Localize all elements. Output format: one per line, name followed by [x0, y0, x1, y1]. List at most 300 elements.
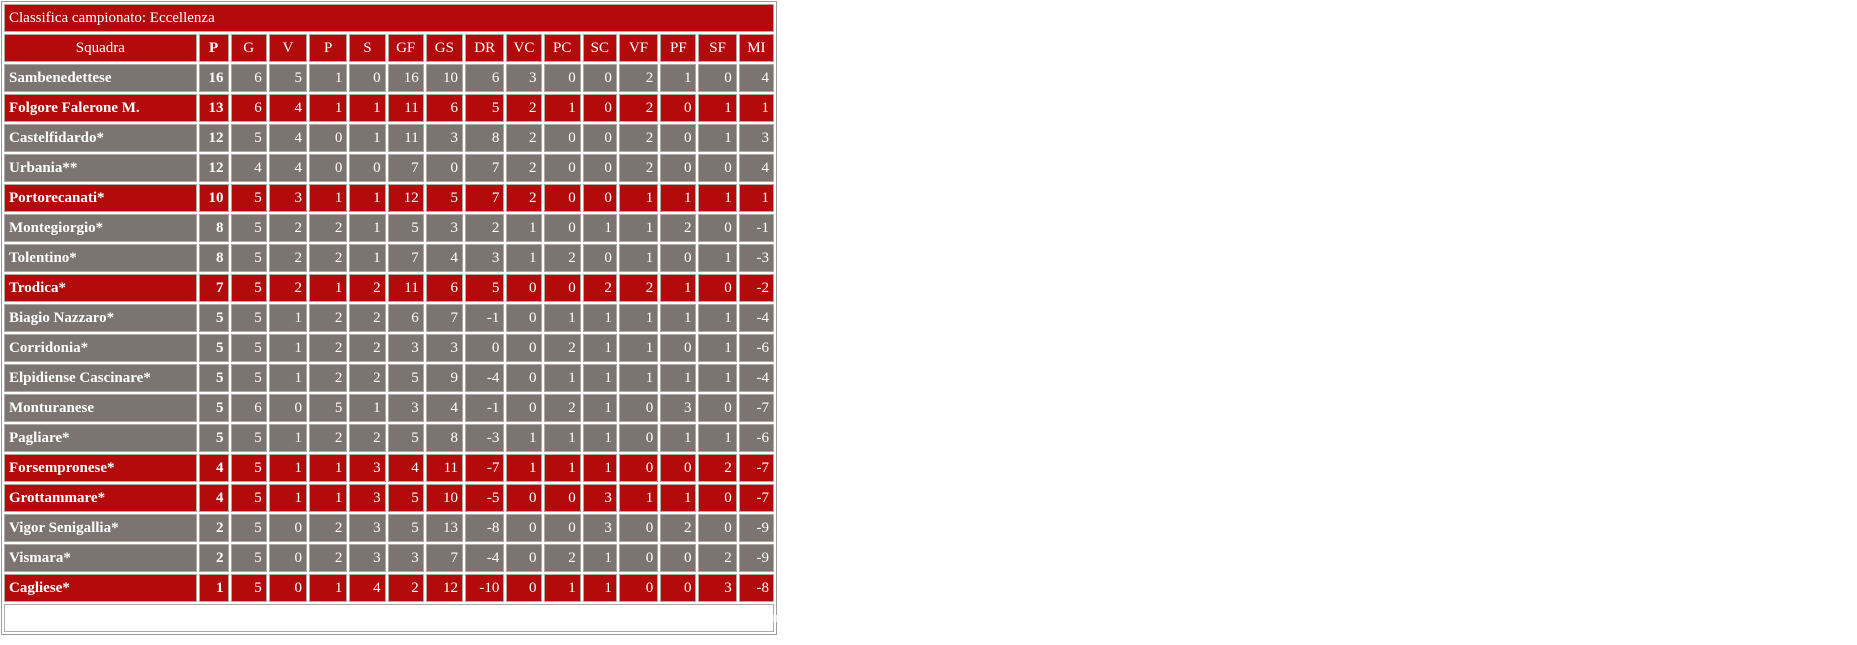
stat-cell: 2 — [619, 64, 658, 92]
stat-cell: 0 — [426, 154, 463, 182]
stat-cell: -10 — [465, 574, 504, 602]
stat-cell: 1 — [349, 124, 385, 152]
team-name: Castelfidardo* — [4, 124, 197, 152]
stat-cell: 0 — [698, 64, 736, 92]
stat-cell: 4 — [269, 124, 307, 152]
stat-cell: 1 — [544, 454, 581, 482]
stat-cell: 3 — [506, 64, 541, 92]
stat-cell: 8 — [426, 424, 463, 452]
table-row — [4, 514, 774, 542]
stat-cell: 0 — [544, 274, 581, 302]
table-row — [4, 394, 774, 422]
stat-cell: 1 — [698, 184, 736, 212]
stat-cell: 5 — [199, 424, 229, 452]
stat-cell: 4 — [199, 454, 229, 482]
stat-cell: 3 — [465, 244, 504, 272]
stat-cell: 0 — [660, 544, 696, 572]
stat-cell: 2 — [544, 334, 581, 362]
stat-cell: 8 — [465, 124, 504, 152]
legend-text: -Punti; G-Partite giocate; V-Vittorie; P-Pareggi; S-Sconfitte; GF-Goal fatti; GS-Goal subiti; DR-Differenza reti; VC-Vittorie in casa; PC-Pareggi in casa; SC-Sconfitte in casa; VF-Vittorie fuori casa; PF-Pareggi fuori casa: SF-Sconfitte fuori casa; MI-Media inglese. *- Una partita in meno per ogni asterisco. — [18, 610, 1857, 626]
stat-cell: 7 — [465, 184, 504, 212]
team-name: Trodica* — [4, 274, 197, 302]
stat-cell: 3 — [426, 124, 463, 152]
table-row — [4, 424, 774, 452]
stat-cell: 1 — [583, 574, 617, 602]
stat-cell: 6 — [388, 304, 424, 332]
stat-cell: 1 — [583, 454, 617, 482]
stat-cell: -7 — [739, 454, 774, 482]
team-name: Sambenedettese — [4, 64, 197, 92]
stat-cell: 2 — [698, 544, 736, 572]
stat-cell: 0 — [583, 184, 617, 212]
column-header: GF — [388, 34, 424, 62]
stat-cell: 0 — [698, 274, 736, 302]
stat-cell: 0 — [660, 454, 696, 482]
stat-cell: -1 — [465, 394, 504, 422]
stat-cell: 1 — [309, 94, 347, 122]
stat-cell: 12 — [388, 184, 424, 212]
stat-cell: 1 — [583, 424, 617, 452]
stat-cell: 1 — [349, 94, 385, 122]
stat-cell: 4 — [269, 154, 307, 182]
stat-cell: 1 — [619, 214, 658, 242]
column-header: G — [231, 34, 267, 62]
stat-cell: 2 — [349, 304, 385, 332]
stat-cell: 1 — [619, 184, 658, 212]
stat-cell: 5 — [231, 424, 267, 452]
stat-cell: 0 — [309, 154, 347, 182]
stat-cell: 2 — [309, 544, 347, 572]
stat-cell: 0 — [698, 154, 736, 182]
table-row — [4, 544, 774, 572]
stat-cell: -3 — [465, 424, 504, 452]
stat-cell: 0 — [698, 514, 736, 542]
stat-cell: 2 — [465, 214, 504, 242]
stat-cell: -6 — [739, 334, 774, 362]
stat-cell: 10 — [426, 64, 463, 92]
stat-cell: 1 — [660, 424, 696, 452]
stat-cell: -9 — [739, 544, 774, 572]
legend-row — [4, 604, 774, 632]
stat-cell: 0 — [506, 364, 541, 392]
stat-cell: 5 — [231, 124, 267, 152]
stat-cell: 10 — [199, 184, 229, 212]
stat-cell: 9 — [426, 364, 463, 392]
stat-cell: 2 — [619, 154, 658, 182]
stat-cell: 1 — [309, 484, 347, 512]
stat-cell: 1 — [349, 184, 385, 212]
column-header: S — [349, 34, 385, 62]
stat-cell: 5 — [199, 304, 229, 332]
stat-cell: 3 — [349, 514, 385, 542]
stat-cell: 2 — [349, 364, 385, 392]
stat-cell: 3 — [583, 514, 617, 542]
stat-cell: 1 — [309, 64, 347, 92]
stat-cell: 5 — [465, 94, 504, 122]
stat-cell: 0 — [619, 394, 658, 422]
legend — [4, 604, 1857, 632]
stat-cell: 5 — [231, 484, 267, 512]
stat-cell: -1 — [465, 304, 504, 332]
stat-cell: 3 — [426, 334, 463, 362]
stat-cell: 5 — [231, 244, 267, 272]
stat-cell: 0 — [309, 124, 347, 152]
column-header: PC — [544, 34, 581, 62]
stat-cell: 5 — [231, 214, 267, 242]
stat-cell: 1 — [583, 544, 617, 572]
table-row — [4, 484, 774, 512]
team-name: Portorecanati* — [4, 184, 197, 212]
column-header: VF — [619, 34, 658, 62]
stat-cell: 16 — [388, 64, 424, 92]
stat-cell: 1 — [269, 334, 307, 362]
team-name: Elpidiense Cascinare* — [4, 364, 197, 392]
stat-cell: 6 — [426, 274, 463, 302]
stat-cell: 3 — [739, 124, 774, 152]
stat-cell: 0 — [660, 574, 696, 602]
stat-cell: 4 — [388, 454, 424, 482]
stat-cell: 1 — [660, 64, 696, 92]
stat-cell: 5 — [199, 394, 229, 422]
stat-cell: 0 — [544, 64, 581, 92]
stat-cell: 0 — [698, 214, 736, 242]
stat-cell: -1 — [739, 214, 774, 242]
stat-cell: 5 — [426, 184, 463, 212]
stat-cell: 1 — [583, 214, 617, 242]
stat-cell: 12 — [199, 124, 229, 152]
table-row — [4, 454, 774, 482]
stat-cell: 1 — [583, 304, 617, 332]
stat-cell: 5 — [231, 334, 267, 362]
stat-cell: 7 — [426, 544, 463, 572]
stat-cell: 11 — [426, 454, 463, 482]
stat-cell: 8 — [199, 244, 229, 272]
stat-cell: 13 — [199, 94, 229, 122]
stat-cell: 3 — [426, 214, 463, 242]
stat-cell: 3 — [349, 484, 385, 512]
stat-cell: 1 — [544, 94, 581, 122]
team-name: Cagliese* — [4, 574, 197, 602]
stat-cell: 2 — [506, 184, 541, 212]
stat-cell: 1 — [619, 334, 658, 362]
stat-cell: 6 — [465, 64, 504, 92]
stat-cell: 12 — [199, 154, 229, 182]
stat-cell: 2 — [309, 244, 347, 272]
stat-cell: 1 — [506, 454, 541, 482]
stat-cell: 2 — [619, 94, 658, 122]
stat-cell: 0 — [660, 94, 696, 122]
stat-cell: 1 — [269, 454, 307, 482]
stat-cell: 0 — [583, 154, 617, 182]
stat-cell: 2 — [660, 214, 696, 242]
table-row — [4, 154, 774, 182]
stat-cell: 1 — [698, 334, 736, 362]
stat-cell: 0 — [269, 574, 307, 602]
stat-cell: 0 — [269, 394, 307, 422]
stat-cell: 5 — [309, 394, 347, 422]
stat-cell: 0 — [583, 64, 617, 92]
stat-cell: 1 — [309, 184, 347, 212]
stat-cell: 1 — [544, 364, 581, 392]
stat-cell: 1 — [583, 364, 617, 392]
stat-cell: 11 — [388, 94, 424, 122]
team-name: Corridonia* — [4, 334, 197, 362]
stat-cell: 2 — [544, 394, 581, 422]
team-name: Vismara* — [4, 544, 197, 572]
team-name: Tolentino* — [4, 244, 197, 272]
stat-cell: 2 — [309, 304, 347, 332]
stat-cell: 5 — [465, 274, 504, 302]
stat-cell: 0 — [506, 304, 541, 332]
stat-cell: 4 — [739, 64, 774, 92]
stat-cell: 1 — [619, 244, 658, 272]
table-row — [4, 304, 774, 332]
column-header: P — [199, 34, 229, 62]
stat-cell: 2 — [619, 124, 658, 152]
stat-cell: 1 — [309, 574, 347, 602]
stat-cell: -8 — [465, 514, 504, 542]
stat-cell: 0 — [660, 124, 696, 152]
stat-cell: -6 — [739, 424, 774, 452]
stat-cell: 0 — [349, 64, 385, 92]
stat-cell: 1 — [269, 424, 307, 452]
team-name: Urbania** — [4, 154, 197, 182]
stat-cell: -8 — [739, 574, 774, 602]
stat-cell: 0 — [506, 514, 541, 542]
stat-cell: 7 — [388, 154, 424, 182]
legend-bold: P — [9, 610, 19, 626]
stat-cell: -7 — [739, 484, 774, 512]
stat-cell: 0 — [506, 574, 541, 602]
stat-cell: 2 — [349, 274, 385, 302]
stat-cell: 1 — [739, 184, 774, 212]
standings-table — [1, 1, 1857, 635]
stat-cell: 4 — [426, 394, 463, 422]
column-header: P — [309, 34, 347, 62]
stat-cell: 2 — [269, 274, 307, 302]
team-name: Folgore Falerone M. — [4, 94, 197, 122]
stat-cell: 0 — [619, 424, 658, 452]
stat-cell: 4 — [426, 244, 463, 272]
stat-cell: 1 — [660, 274, 696, 302]
column-header: SC — [583, 34, 617, 62]
stat-cell: 0 — [544, 154, 581, 182]
stat-cell: 1 — [506, 214, 541, 242]
stat-cell: 5 — [199, 364, 229, 392]
stat-cell: 0 — [660, 334, 696, 362]
stat-cell: 2 — [309, 334, 347, 362]
stat-cell: 4 — [269, 94, 307, 122]
table-row — [4, 244, 774, 272]
stat-cell: 6 — [231, 394, 267, 422]
stat-cell: 1 — [544, 304, 581, 332]
table-row — [4, 334, 774, 362]
stat-cell: 5 — [388, 424, 424, 452]
stat-cell: 0 — [660, 154, 696, 182]
stat-cell: 7 — [426, 304, 463, 332]
stat-cell: 5 — [231, 454, 267, 482]
stat-cell: 11 — [388, 124, 424, 152]
stat-cell: 1 — [698, 364, 736, 392]
stat-cell: 0 — [465, 334, 504, 362]
stat-cell: 0 — [506, 394, 541, 422]
stat-cell: 1 — [506, 244, 541, 272]
team-name: Monturanese — [4, 394, 197, 422]
column-header: SF — [698, 34, 736, 62]
stat-cell: 0 — [698, 484, 736, 512]
stat-cell: 2 — [506, 154, 541, 182]
stat-cell: 2 — [309, 214, 347, 242]
stat-cell: -4 — [465, 364, 504, 392]
stat-cell: 0 — [269, 544, 307, 572]
column-header: VC — [506, 34, 541, 62]
stat-cell: -4 — [739, 364, 774, 392]
team-name: Forsempronese* — [4, 454, 197, 482]
stat-cell: 2 — [309, 514, 347, 542]
stat-cell: 4 — [231, 154, 267, 182]
stat-cell: 1 — [309, 274, 347, 302]
stat-cell: 5 — [388, 484, 424, 512]
stat-cell: 0 — [544, 484, 581, 512]
stat-cell: 2 — [544, 244, 581, 272]
stat-cell: 2 — [349, 334, 385, 362]
stat-cell: 1 — [698, 424, 736, 452]
column-header: Squadra — [4, 34, 197, 62]
team-name: Grottammare* — [4, 484, 197, 512]
stat-cell: 3 — [583, 484, 617, 512]
stat-cell: 1 — [619, 304, 658, 332]
stat-cell: 1 — [269, 484, 307, 512]
stat-cell: 5 — [388, 364, 424, 392]
stat-cell: 2 — [506, 124, 541, 152]
table-row — [4, 184, 774, 212]
stat-cell: 5 — [388, 214, 424, 242]
stat-cell: 5 — [388, 514, 424, 542]
stat-cell: 1 — [349, 244, 385, 272]
stat-cell: 0 — [349, 154, 385, 182]
stat-cell: 3 — [269, 184, 307, 212]
stat-cell: 1 — [660, 304, 696, 332]
stat-cell: -7 — [465, 454, 504, 482]
team-name: Montegiorgio* — [4, 214, 197, 242]
stat-cell: 3 — [388, 544, 424, 572]
stat-cell: 5 — [231, 574, 267, 602]
stat-cell: 1 — [269, 364, 307, 392]
stat-cell: 0 — [544, 124, 581, 152]
stat-cell: 0 — [583, 244, 617, 272]
stat-cell: 13 — [426, 514, 463, 542]
stat-cell: 1 — [269, 304, 307, 332]
stat-cell: 0 — [506, 484, 541, 512]
stat-cell: 5 — [231, 364, 267, 392]
table-row — [4, 214, 774, 242]
stat-cell: 2 — [506, 94, 541, 122]
table-caption-row — [4, 4, 774, 32]
stat-cell: 0 — [583, 124, 617, 152]
stat-cell: -9 — [739, 514, 774, 542]
stat-cell: 6 — [426, 94, 463, 122]
column-header: MI — [739, 34, 774, 62]
stat-cell: 5 — [231, 304, 267, 332]
stat-cell: 4 — [349, 574, 385, 602]
stat-cell: 0 — [544, 514, 581, 542]
stat-cell: -2 — [739, 274, 774, 302]
stat-cell: 1 — [544, 424, 581, 452]
stat-cell: 7 — [465, 154, 504, 182]
table-row — [4, 574, 774, 602]
stat-cell: 1 — [698, 304, 736, 332]
stat-cell: 2 — [698, 454, 736, 482]
stat-cell: -7 — [739, 394, 774, 422]
stat-cell: 0 — [269, 514, 307, 542]
stat-cell: 8 — [199, 214, 229, 242]
stat-cell: 2 — [269, 244, 307, 272]
stat-cell: 0 — [619, 454, 658, 482]
stat-cell: 0 — [583, 94, 617, 122]
table-row — [4, 274, 774, 302]
header-row — [4, 34, 774, 62]
column-header: V — [269, 34, 307, 62]
stat-cell: 0 — [619, 544, 658, 572]
stat-cell: 0 — [506, 274, 541, 302]
stat-cell: 0 — [619, 514, 658, 542]
stat-cell: 2 — [349, 424, 385, 452]
stat-cell: 1 — [349, 214, 385, 242]
table-caption: Classifica campionato: Eccellenza — [4, 4, 774, 32]
stat-cell: 5 — [231, 544, 267, 572]
stat-cell: 11 — [388, 274, 424, 302]
stat-cell: 0 — [544, 214, 581, 242]
stat-cell: 1 — [544, 574, 581, 602]
table-row — [4, 94, 774, 122]
stat-cell: 1 — [619, 484, 658, 512]
stat-cell: 2 — [583, 274, 617, 302]
stat-cell: 6 — [231, 94, 267, 122]
stat-cell: 16 — [199, 64, 229, 92]
column-header: DR — [465, 34, 504, 62]
stat-cell: 10 — [426, 484, 463, 512]
stat-cell: -5 — [465, 484, 504, 512]
stat-cell: 1 — [506, 424, 541, 452]
stat-cell: 1 — [199, 574, 229, 602]
table-row — [4, 124, 774, 152]
column-header: GS — [426, 34, 463, 62]
column-header: PF — [660, 34, 696, 62]
stat-cell: 2 — [619, 274, 658, 302]
stat-cell: 1 — [660, 484, 696, 512]
stat-cell: 1 — [583, 394, 617, 422]
stat-cell: 5 — [231, 184, 267, 212]
stat-cell: 2 — [309, 424, 347, 452]
stat-cell: -4 — [465, 544, 504, 572]
stat-cell: -3 — [739, 244, 774, 272]
stat-cell: 0 — [698, 394, 736, 422]
stat-cell: 1 — [698, 124, 736, 152]
stat-cell: 0 — [506, 544, 541, 572]
stat-cell: 3 — [349, 454, 385, 482]
stat-cell: 7 — [199, 274, 229, 302]
stat-cell: 2 — [660, 514, 696, 542]
stat-cell: 3 — [388, 334, 424, 362]
stat-cell: 1 — [698, 94, 736, 122]
stat-cell: 1 — [583, 334, 617, 362]
stat-cell: 0 — [544, 184, 581, 212]
stat-cell: 2 — [388, 574, 424, 602]
stat-cell: 1 — [619, 364, 658, 392]
stat-cell: 3 — [698, 574, 736, 602]
stat-cell: 2 — [199, 544, 229, 572]
stat-cell: 1 — [660, 364, 696, 392]
